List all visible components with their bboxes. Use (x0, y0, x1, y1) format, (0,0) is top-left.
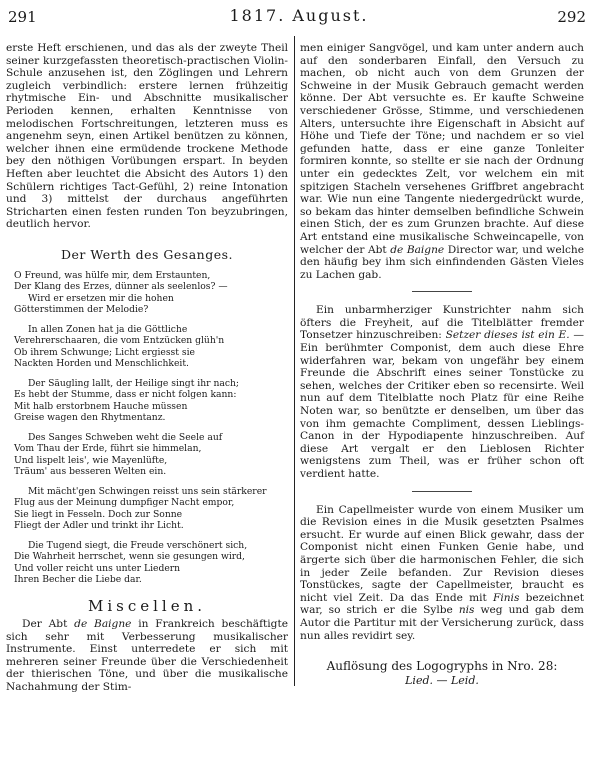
poem-line: Träum' aus besseren Welten ein. (14, 466, 167, 477)
page-header (0, 4, 598, 30)
poem-line: Mit mächt'gen Schwingen reisst uns sein stärkerer (28, 485, 267, 497)
misc-text: Der Abt (22, 618, 68, 631)
poem-line: Fliegt der Adler und trinkt ihr Licht. (14, 520, 184, 531)
para-text: Ein unbarmherziger Kunstrichter nahm sich öfters die Freyheit, auf die Titelblätter fremder Tonsetzer hinzuschreiben: (300, 304, 584, 342)
para-italic: nis (458, 604, 475, 617)
para-text: — Ein berühmter Componist, dem auch diese Ehre widerfahren war, bekam von ungefähr bey einem Freunde die Abschrift eines seiner Tonstücke zu sehen, welches der Critiker eben so recensirte. Weil nun auf dem Titelblatte noch Platz für eine Reihe Noten war, so benützte er denselben, um über das von ihm gemachte Compliment, dessen Lieblings-Canon in der Hypodiapente hinzuschreiben. Auf diese Art vergalt er den Lieblosen Richter wenigstens zum Theil, was er früher schon oft verdient hatte. (300, 329, 584, 480)
logogryph-heading: Auflösung des Logogryphs in Nro. 28: (326, 659, 558, 674)
poem-line: Sie liegt in Fesseln. Doch zur Sonne (14, 508, 183, 520)
poem-line: Der Klang des Erzes, dünner als seelenlos? — (14, 281, 228, 292)
poem-stanza-3 (14, 378, 288, 424)
poem-line: Greise wagen den Rhytmentanz. (14, 412, 166, 423)
right-column (300, 42, 584, 687)
poem-line: Vom Thau der Erde, führt sie himmelan, (14, 443, 202, 454)
poem-line: Die Wahrheit herrschet, wenn sie gesungen wird, (14, 551, 245, 562)
para-text: men einiger Sangvögel, und kam unter andern auch auf den sonderbaren Einfall, den Versuch zu machen, ob nicht auch von dem Grunzen der Schweine in der Musik Gebrauch gemacht werden könne. Der Abt versuchte es. Er kaufte Schweine verschiedener Grösse, Stimme, und verschiedenen Alters, untersuchte ihre Eigenschaft in Absicht auf Höhe und Tiefe der Töne; und nachdem er so viel gefunden hatte, dass er eine ganze Tonleiter formiren konnte, so stellte er sie nach der Ordnung unter ein gedecktes Zelt, vor welchem ein mit spitzigen Stacheln versehenes Griffbret angebracht war. Wie nun eine Tangente niedergedrückt wurde, so bekam das hinter demselben befindliche Schwein einen Stich, der es zum Grunzen brachte. Auf diese Art entstand eine musikalische Schweincapelle, von welcher der Abt (300, 42, 584, 256)
poem-title: Der Werth des Gesanges. (61, 246, 233, 262)
poem-line: Der Säugling lallt, der Heilige singt ihr nach; (28, 377, 240, 389)
poem-line: Und lispelt leis', wie Mayenlüfte, (14, 454, 168, 466)
logogryph-answer: Lied. — Leid. (405, 673, 479, 687)
separator-rule (412, 491, 472, 492)
poem-line: Wird er ersetzen mir die hohen (28, 292, 174, 304)
poem-stanza-1 (14, 270, 288, 316)
para-text: bezeichnet war, so strich er die Sylbe (300, 591, 585, 617)
left-column (6, 42, 288, 694)
poem-line: Ob ihrem Schwunge; Licht ergiesst sie (14, 346, 195, 358)
pig-organ-paragraph (300, 42, 584, 281)
para-italic: de Baigne (390, 243, 445, 256)
page-number-left: 291 (8, 8, 37, 26)
section-title-miscellen: Miscellen. (87, 596, 207, 615)
para-text: weg und gab dem Autor die Partitur mit der Versicherung zurück, dass nun alles revidirt sey. (300, 604, 584, 642)
misc-text: in Frankreich beschäftigte sich sehr mit Verbesserung musikalischer Instrumente. Einst unterredete er sich mit mehreren seiner Freunde über die Verschiedenheit der thierischen Töne, und über die musikalische Nachahmung der Stim- (6, 618, 288, 694)
running-title: 1817. August. (229, 6, 369, 25)
poem-line: Die Tugend siegt, die Freude verschönert sich, (28, 539, 248, 551)
poem-line: O Freund, was hülfe mir, dem Erstaunten, (14, 269, 211, 281)
review-paragraph: erste Heft erschienen, und das als der zweyte Theil seiner kurzgefassten theoretisch-practischen Violin-Schule anzusehen ist, den Zöglingen und Lehrern zugleich verbindlich: erstere lernen frühzeitig rhytmische Ein- und Abschnitte musikalischer Perioden kennen, erhalten Kenntnisse von melodischen Fortschreitungen, letzteren muss es angenehm seyn, einen Artikel benützen zu können, welcher ihnen eine ermüdende trockene Methode bey den nöthigen Vorübungen erspart. In beyden Heften aber leuchtet die Absicht des Autors 1) den Schülern richtiges Tact-Gefühl, 2) reine Intonation und 3) mittelst der durchaus angeführten Stricharten einen festen runden Ton beyzubringen, deutlich hervor. (6, 42, 288, 231)
poem-line: Des Sanges Schweben weht die Seele auf (28, 431, 223, 443)
poem-line: Mit halb erstorbnem Hauche müssen (14, 400, 188, 412)
para-text: Ein Capellmeister wurde von einem Musiker um die Revision eines in die Musik gesetzten Psalmes ersucht. Er wurde auf einen Blick gewahr, dass der Componist nicht einen Funken Genie habe, und ärgerte sich über die harmonischen Fehler, die sich in jeder Zeile befanden. Zur Revision dieses Tonstückes, sagte der Capellmeister, braucht es nicht viel Zeit. Da das Ende mit (300, 503, 584, 604)
poem-line: Nackten Horden und Menschlichkeit. (14, 358, 189, 369)
column-divider (294, 36, 295, 686)
poem-stanza-5 (14, 486, 288, 532)
capellmeister-paragraph (300, 504, 584, 643)
separator-rule (412, 291, 472, 292)
poem-line: Es hebt der Stumme, dass er nicht folgen kann: (14, 389, 237, 400)
poem-line: Ihren Becher die Liebe dar. (14, 574, 142, 585)
para-italic: Finis (493, 591, 520, 604)
poem-line: Flug aus der Meinung dumpfiger Nacht empor, (14, 497, 235, 508)
page-number-right: 292 (557, 8, 586, 26)
poem-stanza-4 (14, 432, 288, 478)
para-text: Director war, und welche den häufig bey ihm sich einfindenden Gästen Vieles zu Lachen gab. (300, 243, 585, 281)
para-italic: Setzer dieses ist ein E. (445, 329, 570, 342)
poem-stanza-2 (14, 324, 288, 370)
misc-paragraph-abt (6, 618, 288, 694)
poem-line: Und voller reicht uns unter Liedern (14, 562, 181, 574)
misc-name-italic: de Baigne (74, 618, 132, 631)
poem-line: In allen Zonen hat ja die Göttliche (28, 323, 188, 335)
poem-line: Verehrerschaaren, die vom Entzücken glüh'n (14, 335, 225, 346)
poem-stanza-6 (14, 540, 288, 586)
poem-line: Götterstimmen der Melodie? (14, 304, 149, 315)
critic-paragraph (300, 304, 584, 480)
